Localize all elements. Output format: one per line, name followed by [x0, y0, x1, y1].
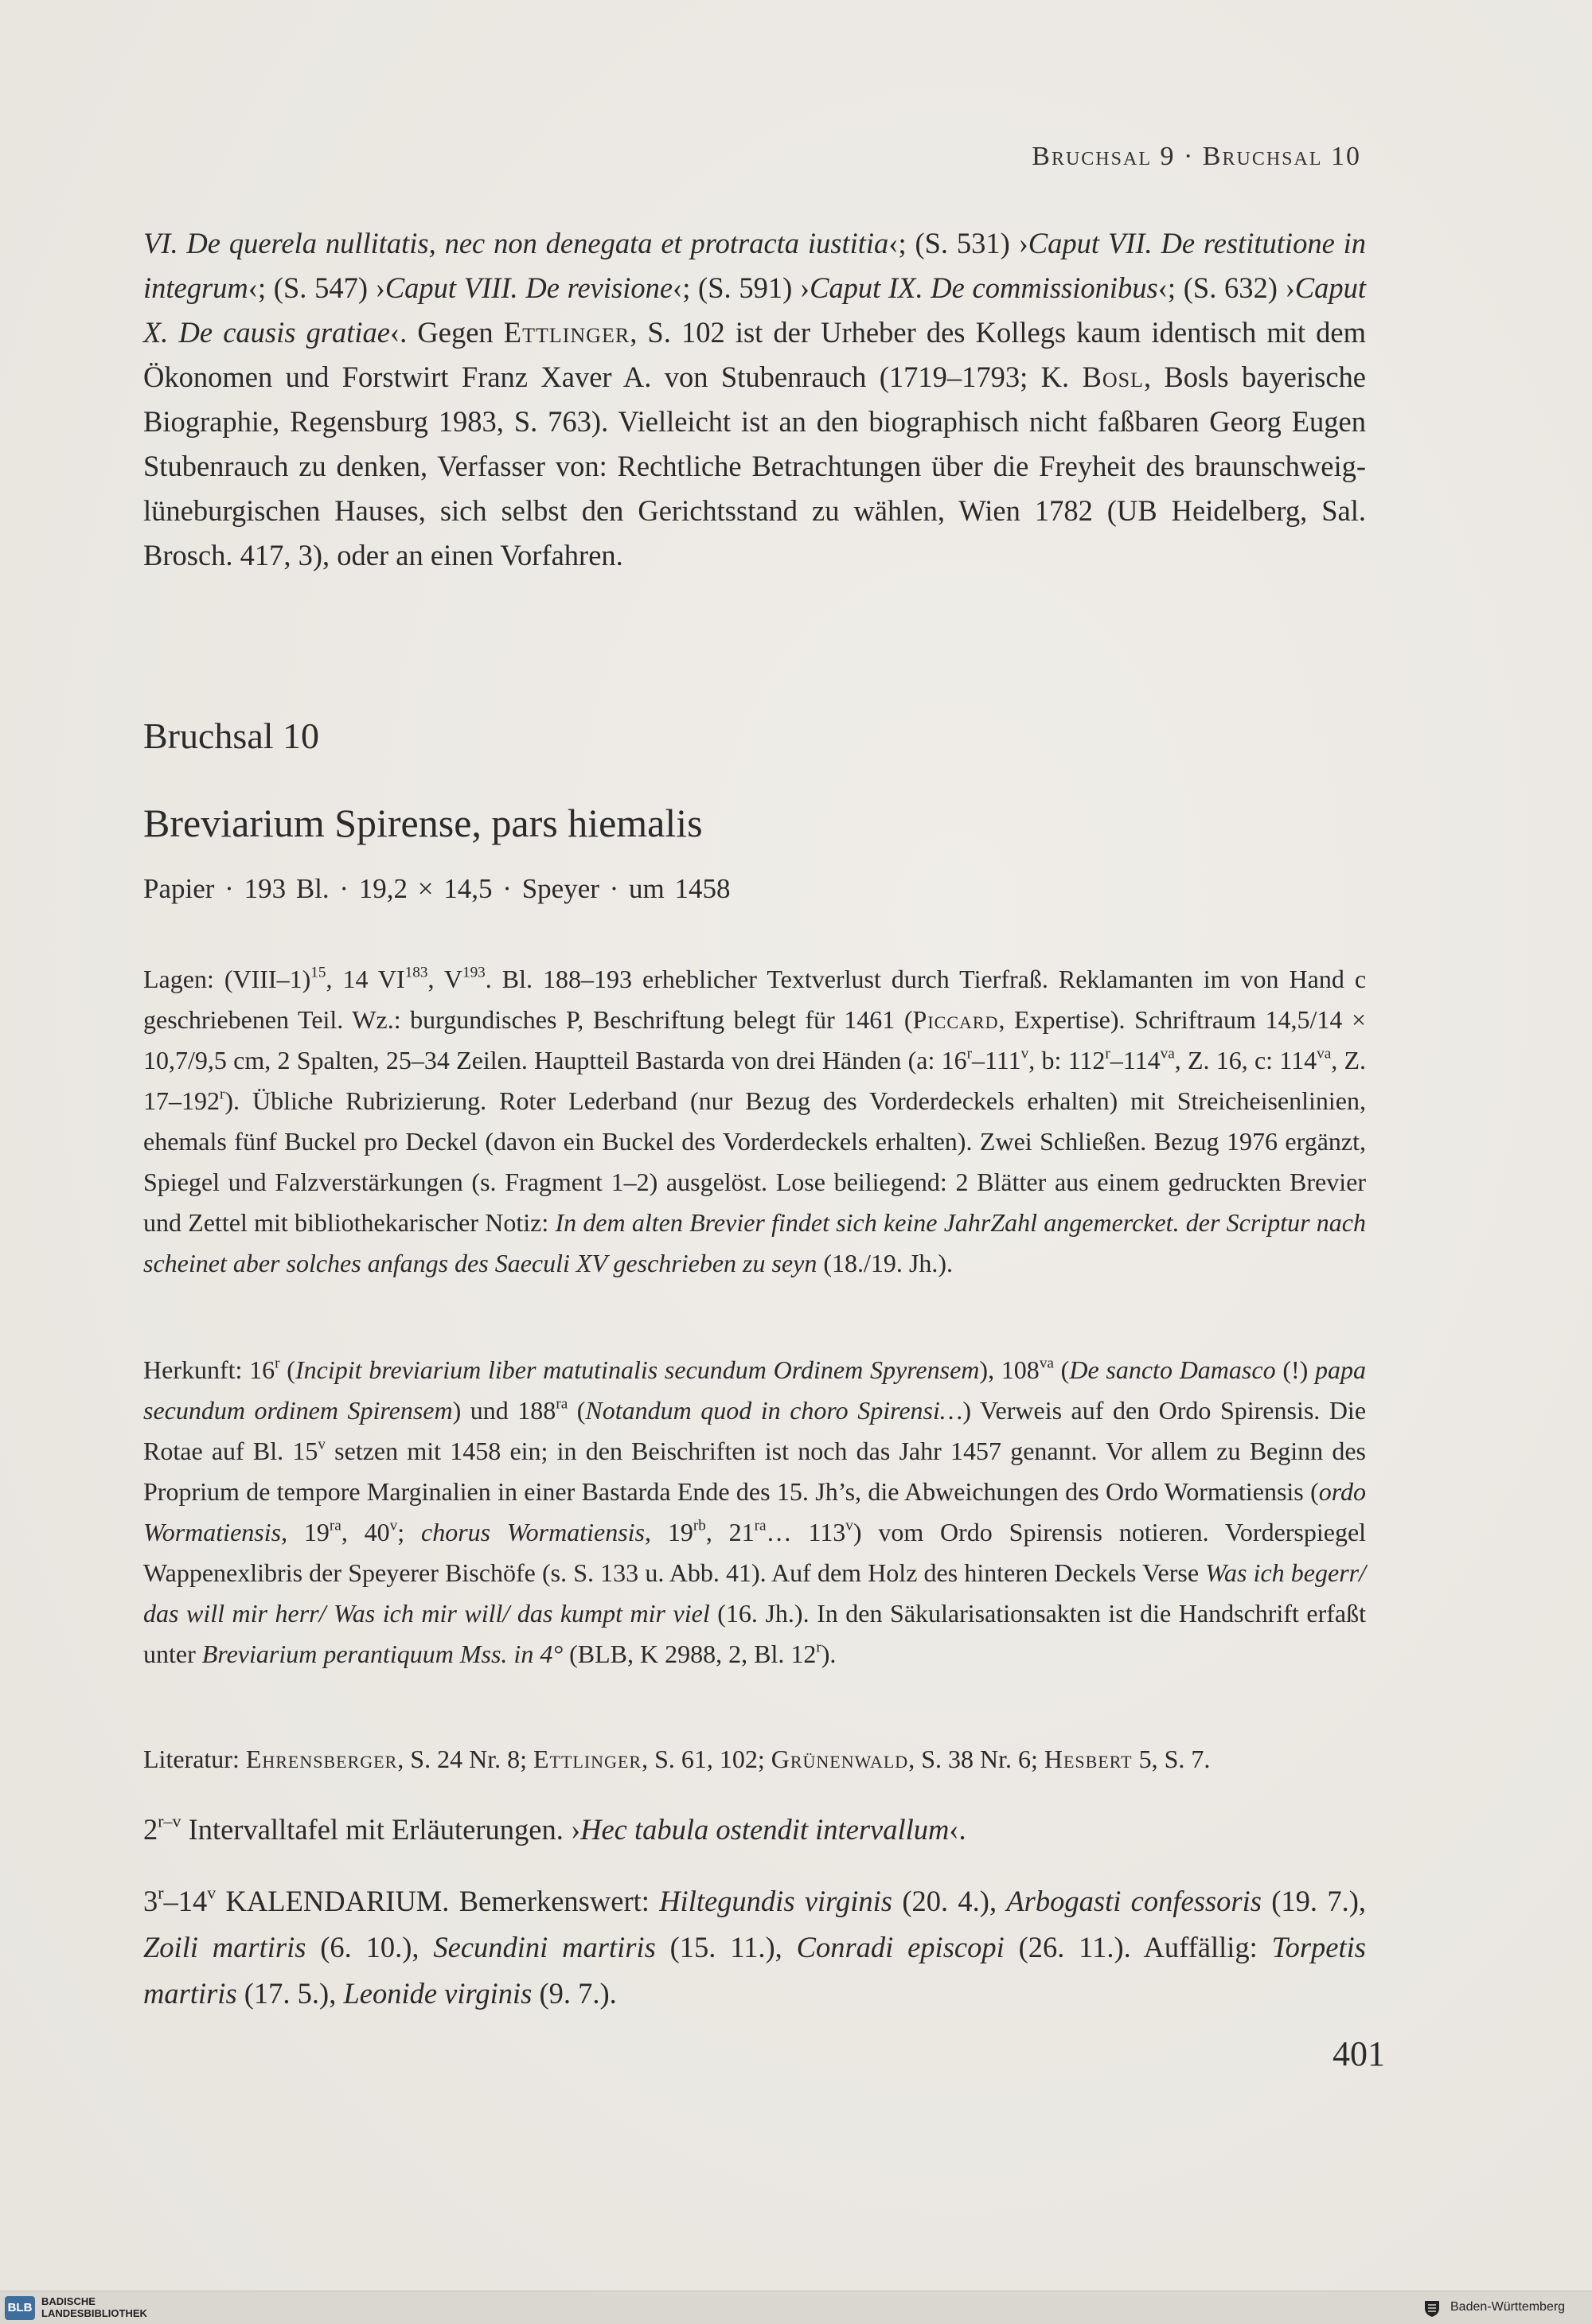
text-segment: r [816, 1639, 821, 1656]
text-segment: 2 [143, 1813, 158, 1846]
text-segment: (18./19. Jh.). [817, 1249, 953, 1277]
text-segment: r [275, 1355, 280, 1372]
text-segment: Leonide virginis [343, 1977, 533, 2010]
text-segment: Was ich begerr/ das will mir herr/ Was ich mir will/ das kumpt mir viel [143, 1558, 1367, 1628]
manuscript-meta-line: Papier · 193 Bl. · 19,2 × 14,5 · Speyer · um 1458 [143, 873, 731, 904]
text-segment: ‹; (S. 547) › [248, 271, 385, 304]
text-segment: Caput X. De causis gratiae [143, 271, 1367, 349]
text-segment: Ettlinger [503, 316, 630, 349]
blb-logo-icon[interactable]: BLB [5, 2296, 35, 2320]
text-segment: (16. Jh.). In den Säkularisationsakten ist die Handschrift erfaßt unter [143, 1599, 1367, 1668]
text-segment: r [158, 1882, 164, 1903]
text-segment: Ettlinger [533, 1745, 642, 1773]
content-entry-intervalltafel [143, 1807, 1366, 1853]
text-segment: Conradi episcopi [796, 1931, 1005, 1963]
text-segment: , b: 112 [1028, 1046, 1106, 1074]
text-segment: ‹; (S. 632) › [1157, 271, 1295, 304]
text-segment: v [389, 1517, 398, 1534]
text-segment: , S. 61, 102; [642, 1745, 771, 1773]
text-segment: ), 108 [979, 1355, 1040, 1384]
text-segment: (BLB, K 2988, 2, Bl. 12 [563, 1640, 817, 1668]
text-segment: (9. 7.). [532, 1977, 617, 2010]
text-segment: , S. 24 Nr. 8; [397, 1745, 533, 1773]
blb-name-line1: BADISCHE [41, 2295, 96, 2307]
text-segment: In dem alten Brevier findet sich keine JahrZahl angemercket. der Scriptur nach scheinet aber solches anfangs des Saeculi XV geschrieben zu seyn [143, 1208, 1367, 1277]
text-segment: , 19 [281, 1518, 330, 1546]
text-segment: De sancto Damasco [1069, 1355, 1276, 1384]
manuscript-title: Breviarium Spirense, pars hiemalis [143, 801, 703, 845]
text-segment: setzen mit 1458 ein; in den Beischriften ist noch das Jahr 1457 genannt. Vor allem zu Beginn des Proprium de tempore Marginalien in einer Bastarda Ende des 15. Jh’s, die Abweichungen des Ordo Wormatiensis ( [143, 1437, 1367, 1506]
text-segment: (19. 7.), [1261, 1885, 1366, 1917]
text-segment: ). Übliche Rubrizierung. Roter Lederband (nur Bezug des Vorderdeckels erhalten) mit Streicheisenlinien, ehemals fünf Buckel pro Deckel (davon ein Buckel des Vorderdeckels erhalten). Zwei Schließen. Bezug 1976 ergänzt, Spiegel und Falzverstärkungen (s. Fragment 1–2) ausgelöst. Lose beiliegend: 2 Blätter aus einem gedruckten Brevier und Zettel mit bibliothekarischer Notiz: [143, 1086, 1366, 1237]
text-segment: r [966, 1045, 972, 1063]
text-segment: (20. 4.), [892, 1885, 1007, 1917]
text-segment: ordo Wormatiensis [143, 1477, 1366, 1546]
text-segment: ‹. Gegen [390, 316, 504, 349]
text-segment: ra [754, 1517, 767, 1534]
text-segment: , 21 [705, 1518, 755, 1546]
text-segment: 183 [404, 964, 428, 981]
blb-name [41, 2295, 147, 2319]
text-segment: ) vom Ordo Spirensis notieren. Vorderspiegel Wappenexlibris der Speyerer Bischöfe (s. S. 133 u. Abb. 41). Auf dem Holz des hinteren Deckels Verse [143, 1518, 1367, 1587]
text-segment: ) Verweis auf den Ordo Spirensis. Die Rotae auf Bl. 15 [143, 1396, 1367, 1465]
literatur-paragraph [143, 1739, 1366, 1780]
text-segment: 15 [310, 964, 326, 981]
text-segment: 5, S. 7. [1132, 1745, 1211, 1773]
text-segment: va [1039, 1355, 1054, 1372]
continuation-paragraph [143, 221, 1366, 578]
content-entry-kalendarium [143, 1878, 1366, 2017]
text-segment: Caput VIII. De revisione [384, 271, 673, 304]
text-segment: ra [329, 1517, 341, 1534]
text-segment: v [1020, 1045, 1029, 1063]
text-segment: r–v [158, 1811, 181, 1831]
text-segment: ‹. [949, 1813, 966, 1846]
text-segment: Breviarium perantiquum Mss. in 4° [201, 1640, 564, 1668]
text-segment: KALENDARIUM. Bemerkenswert: [216, 1885, 660, 1917]
text-segment: Literatur: [143, 1745, 246, 1773]
text-segment: v [845, 1517, 853, 1534]
text-segment: 193 [462, 964, 486, 981]
text-segment: –111 [971, 1046, 1021, 1074]
text-segment: Lagen: (VIII–1) [143, 965, 311, 993]
text-segment: r [1105, 1045, 1110, 1063]
herkunft-paragraph [143, 1350, 1366, 1675]
text-segment: , 14 VI [326, 965, 405, 993]
text-segment: Zoili martiris [143, 1931, 306, 1963]
text-segment: Arbogasti confessoris [1006, 1885, 1262, 1917]
text-segment: , 40 [341, 1518, 390, 1546]
text-segment: Piccard [912, 1005, 999, 1034]
text-segment: –114 [1110, 1046, 1161, 1074]
text-segment: Hesbert [1044, 1745, 1133, 1773]
text-segment: VI. De querela nullitatis, nec non denegata et protracta iustitia [143, 227, 889, 259]
text-segment: (17. 5.), [236, 1977, 344, 2010]
text-segment: (6. 10.), [306, 1931, 434, 1963]
text-segment: , Bosls bayerische Biographie, Regensburg 1983, S. 763). Vielleicht ist an den biographisch nicht faßbaren Georg Eugen Stubenrauch zu denken, Verfasser von: Rechtliche Betrachtungen über die Freyheit des braunschweig-lüneburgischen Hauses, sich selbst den Gerichtsstand zu wählen, Wien 1782 (UB Heidelberg, Sal. Brosch. 417, 3), oder an einen Vorfahren. [143, 361, 1366, 571]
text-segment: , Expertise). Schriftraum 14,5/14 × 10,7/9,5 cm, 2 Spalten, 25–34 Zeilen. Hauptteil Bastarda von drei Händen (a: 16 [143, 1005, 1367, 1074]
text-segment: rb [693, 1517, 706, 1534]
text-segment: Herkunft: 16 [143, 1355, 275, 1384]
text-segment: Secundini martiris [433, 1931, 656, 1963]
running-head: Bruchsal 9 · Bruchsal 10 [1032, 142, 1361, 171]
text-segment: ‹; (S. 591) › [673, 271, 810, 304]
text-segment: ). [821, 1640, 837, 1668]
text-segment: … 113 [766, 1518, 846, 1546]
text-segment: ( [279, 1355, 295, 1384]
text-segment: Caput VII. De restitutione in integrum [143, 227, 1367, 304]
text-segment: ( [1053, 1355, 1070, 1384]
lagen-paragraph [143, 959, 1366, 1284]
text-segment: . Bl. 188–193 erheblicher Textverlust durch Tierfraß. Reklamanten im von Hand c geschriebenen Teil. Wz.: burgundisches P, Beschriftung belegt für 1461 ( [143, 965, 1367, 1034]
text-segment: papa secundum ordinem Spirensem [143, 1355, 1367, 1425]
text-segment: –14 [163, 1885, 208, 1917]
viewer-footer [0, 2291, 1592, 2324]
blb-name-line2: LANDESBIBLIOTHEK [41, 2307, 147, 2319]
text-segment: ‹; (S. 531) › [888, 227, 1028, 259]
text-segment: 3 [143, 1885, 158, 1917]
text-segment: r [220, 1086, 225, 1103]
text-segment: Notandum quod in choro Spirensi… [585, 1396, 963, 1425]
text-segment: ( [568, 1396, 586, 1425]
page-number: 401 [1333, 2034, 1385, 2073]
text-segment: Ehrensberger [245, 1745, 398, 1773]
text-segment: ) und 188 [452, 1396, 556, 1425]
text-segment: Torpetis martiris [143, 1931, 1366, 2010]
text-segment: chorus Wormatiensis [420, 1518, 645, 1546]
text-segment: Caput IX. De commissionibus [810, 271, 1158, 304]
text-segment: v [318, 1436, 326, 1453]
baden-wuerttemberg-label: Baden-Württemberg [1450, 2300, 1566, 2314]
text-segment: , Z. 17–192 [143, 1046, 1367, 1115]
text-segment: Incipit breviarium liber matutinalis secundum Ordinem Spyrensem [295, 1355, 980, 1384]
text-segment: Intervalltafel mit Erläuterungen. › [181, 1813, 581, 1846]
baden-wuerttemberg-crest-icon [1422, 2298, 1442, 2318]
text-segment: Grünenwald [771, 1745, 909, 1773]
text-segment: (!) [1275, 1355, 1316, 1384]
text-segment: Bosl [1082, 361, 1144, 393]
text-segment: ra [556, 1395, 568, 1413]
text-segment: , S. 102 ist der Urheber des Kollegs kaum identisch mit dem Ökonomen und Forstwirt Franz Xaver A. von Stubenrauch (1719–1793; K. [143, 316, 1366, 393]
text-segment: ; [397, 1518, 421, 1546]
text-segment: Hiltegundis virginis [659, 1885, 893, 1917]
text-segment: (26. 11.). Auffällig: [1004, 1931, 1272, 1963]
text-segment: va [1160, 1045, 1175, 1063]
text-segment: v [207, 1882, 217, 1903]
text-segment: , S. 38 Nr. 6; [908, 1745, 1044, 1773]
text-segment: , V [427, 965, 462, 993]
text-segment: , 19 [645, 1518, 693, 1546]
text-segment: (15. 11.), [655, 1931, 797, 1963]
manuscript-signature: Bruchsal 10 [143, 716, 320, 756]
text-segment: Hec tabula ostendit intervallum [580, 1813, 950, 1846]
text-segment: va [1317, 1045, 1332, 1063]
text-segment: , Z. 16, c: 114 [1174, 1046, 1317, 1074]
